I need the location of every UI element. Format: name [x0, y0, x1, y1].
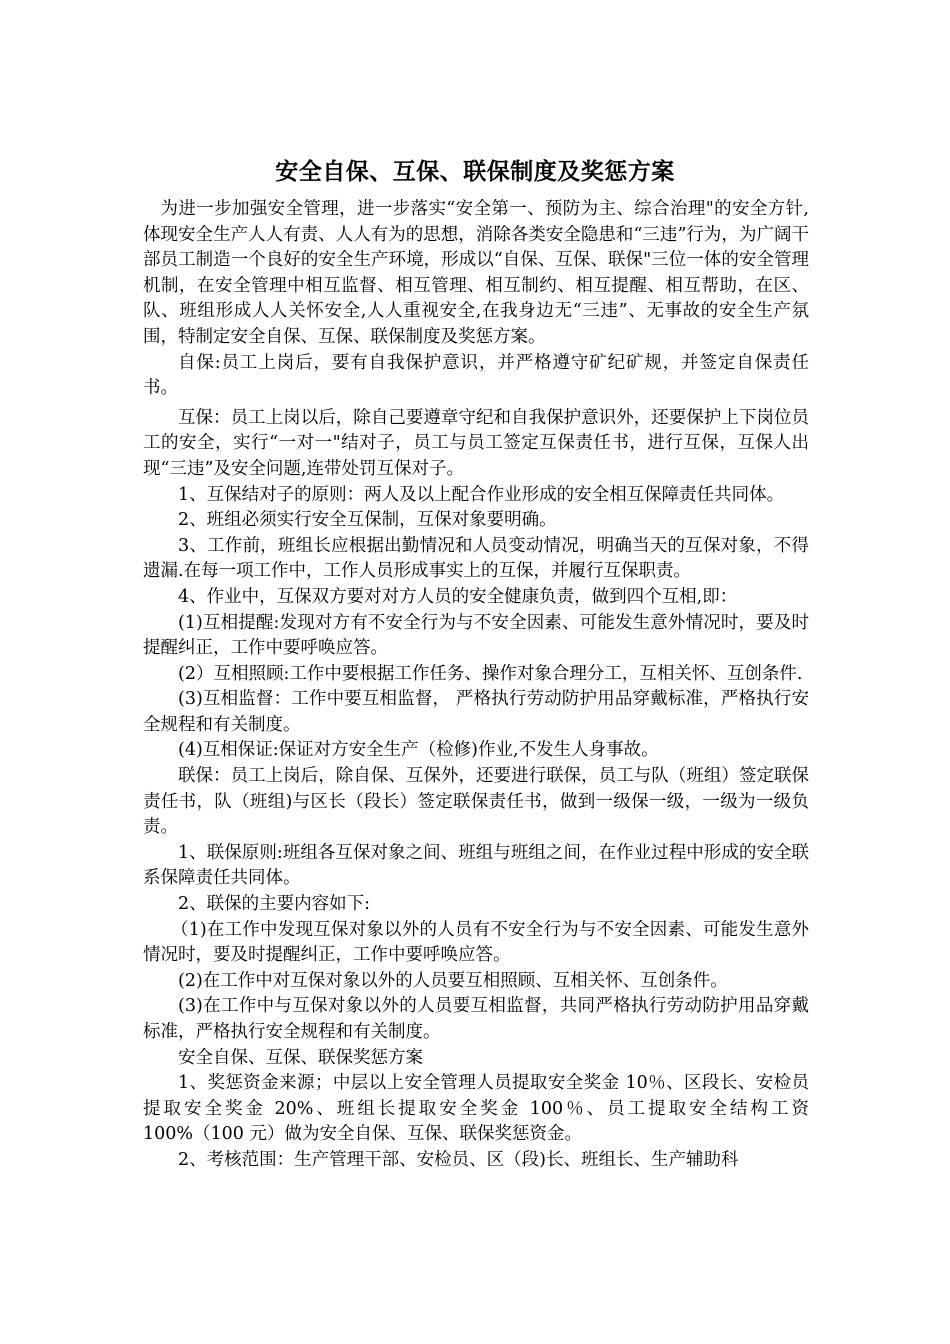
intro-paragraph: 为进一步加强安全管理，进一步落实“安全第一、预防为主、综合治理"的安全方针,体现安全生产人人有责、人人有为的思想，消除各类安全隐患和“三违”行为，为广阔干部员工制造一个良好的安全生产环境，形成以“自保、互保、联保"三位一体的安全管理机制，在安全管理中相互监督、相互管理、相互制约、相互提醒、相互帮助，在区、队、班组形成人人关怀安全,人人重视安全,在我身边无“三违”、无事故的安全生产氛围，特制定安全自保、互保、联保制度及奖惩方案。 — [143, 199, 809, 347]
mutual-item-2: (2）互相照顾:工作中要根据工作任务、操作对象合理分工，互相关怀、互创条件. — [178, 663, 803, 684]
mutual-rule-2: 2、班组必须实行安全互保制，互保对象要明确。 — [178, 510, 557, 531]
joint-protection-paragraph: 联保：员工上岗后，除自保、互保外，还要进行联保，员工与队（班组）签定联保责任书，队（班组)与区长（段长）签定联保责任书，做到一级保一级，一级为一级负责。 — [143, 766, 809, 838]
joint-item-1: （1)在工作中发现互保对象以外的人员有不安全行为与不安全因素、可能发生意外情况时，要及时提醒纠正，工作中要呼唤应答。 — [143, 919, 809, 966]
mutual-item-3: (3)互相监督：工作中要互相监督， 严格执行劳动防护用品穿戴标准，严格执行安全规程和有关制度。 — [143, 689, 809, 735]
mutual-rule-3: 3、工作前，班组长应根据出勤情况和人员变动情况，明确当天的互保对象，不得遗漏.在每一项工作中，工作人员形成事实上的互保，并履行互保职责。 — [143, 535, 809, 582]
joint-rule-2: 2、联保的主要内容如下: — [178, 894, 371, 915]
mutual-protection-paragraph: 互保：员工上岗以后，除自己要遵章守纪和自我保护意识外，还要保护上下岗位员工的安全，实行“一对一"结对子，员工与员工签定互保责任书，进行互保，互保人出现“三违”及安全问题,连带处罚互保对子。 — [143, 407, 809, 479]
document-body — [143, 197, 809, 1174]
document-title: 安全自保、互保、联保制度及奖惩方案 — [275, 159, 675, 185]
joint-rule-1: 1、联保原则:班组各互保对象之间、班组与班组之间，在作业过程中形成的安全联系保障责任共同体。 — [143, 842, 809, 889]
rewards-item-2: 2、考核范围：生产管理干部、安检员、区（段)长、班组长、生产辅助科 — [178, 1149, 739, 1170]
joint-item-2: (2)在工作中对互保对象以外的人员要互相照顾、互相关怀、互创条件。 — [178, 970, 728, 991]
joint-item-3: (3)在工作中与互保对象以外的人员要互相监督，共同严格执行劳动防护用品穿戴标准，严格执行安全规程和有关制度。 — [143, 996, 809, 1042]
rewards-item-1: 1、奖惩资金来源；中层以上安全管理人员提取安全奖金 10％、区段长、安检员提取安全奖金 20%、班组长提取安全奖金 100％、员工提取安全结构工资 100%（100 元）做为安全自保、互保、联保奖惩资金。 — [143, 1073, 809, 1145]
mutual-rule-4: 4、作业中，互保双方要对对方人员的安全健康负责，做到四个互相,即： — [178, 586, 738, 607]
mutual-item-1: (1)互相提醒:发现对方有不安全行为与不安全因素、可能发生意外情况时，要及时提醒纠正，工作中要呼唤应答。 — [143, 612, 809, 659]
self-protection-paragraph: 自保:员工上岗后，要有自我保护意识，并严格遵守矿纪矿规，并签定自保责任书。 — [143, 352, 809, 399]
mutual-item-4: (4)互相保证:保证对方安全生产（检修)作业,不发生人身事故。 — [178, 740, 659, 761]
rewards-heading: 安全自保、互保、联保奖惩方案 — [178, 1047, 423, 1068]
mutual-rule-1: 1、互保结对子的原则：两人及以上配合作业形成的安全相互保障责任共同体。 — [178, 484, 785, 505]
